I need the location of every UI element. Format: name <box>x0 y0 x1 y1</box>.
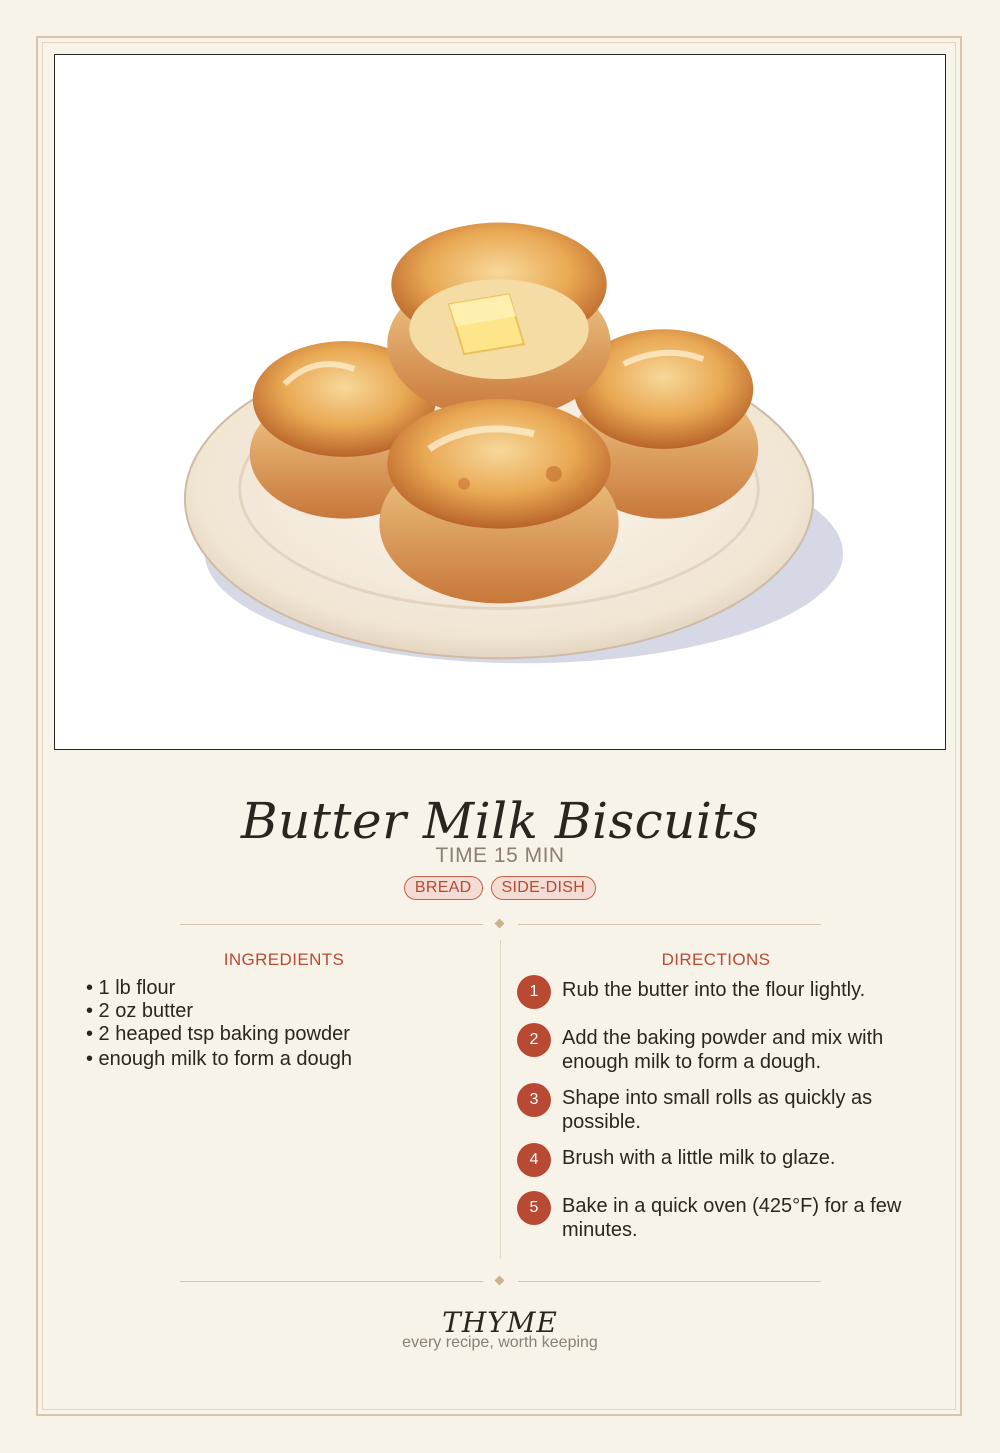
step-number-badge: 5 <box>517 1191 551 1225</box>
step-text: Bake in a quick oven (425°F) for a few minutes. <box>562 1195 902 1241</box>
recipe-title: Butter Milk Biscuits <box>240 792 760 850</box>
biscuit-front <box>379 399 618 603</box>
step-number-badge: 1 <box>517 975 551 1009</box>
divider-right <box>518 924 821 925</box>
list-item: • 2 oz butter <box>86 1000 194 1022</box>
step-text: Rub the butter into the flour lightly. <box>562 979 866 1001</box>
recipe-photo <box>54 54 946 750</box>
tag-list <box>0 876 1000 900</box>
step-text: Add the baking powder and mix with enough milk to form a dough. <box>562 1027 884 1073</box>
brand-logo: THYME <box>442 1306 558 1339</box>
brand-tagline: every recipe, worth keeping <box>402 1334 598 1351</box>
step-number-badge: 3 <box>517 1083 551 1117</box>
list-item: • 1 lb flour <box>86 977 176 999</box>
directions-heading: DIRECTIONS <box>661 950 771 969</box>
list-item: • 2 heaped tsp baking powder <box>86 1023 350 1045</box>
recipe-time: TIME 15 MIN <box>435 844 565 867</box>
step-number-badge: 2 <box>517 1023 551 1057</box>
tag-side-dish[interactable]: SIDE-DISH <box>491 876 597 900</box>
ingredients-list <box>86 977 486 1071</box>
footer-divider-right <box>518 1281 821 1282</box>
ingredients-heading: INGREDIENTS <box>223 950 345 969</box>
step-text: Brush with a little milk to glaze. <box>562 1147 836 1169</box>
step-text: Shape into small rolls as quickly as possible. <box>562 1087 873 1133</box>
column-divider <box>500 940 501 1258</box>
step-number-badge: 4 <box>517 1143 551 1177</box>
divider-left <box>180 924 483 925</box>
tag-bread[interactable]: BREAD <box>404 876 483 900</box>
list-item: • enough milk to form a dough <box>86 1048 353 1070</box>
footer-divider-left <box>180 1281 483 1282</box>
biscuit-top <box>387 223 610 419</box>
biscuits-illustration <box>55 55 945 749</box>
